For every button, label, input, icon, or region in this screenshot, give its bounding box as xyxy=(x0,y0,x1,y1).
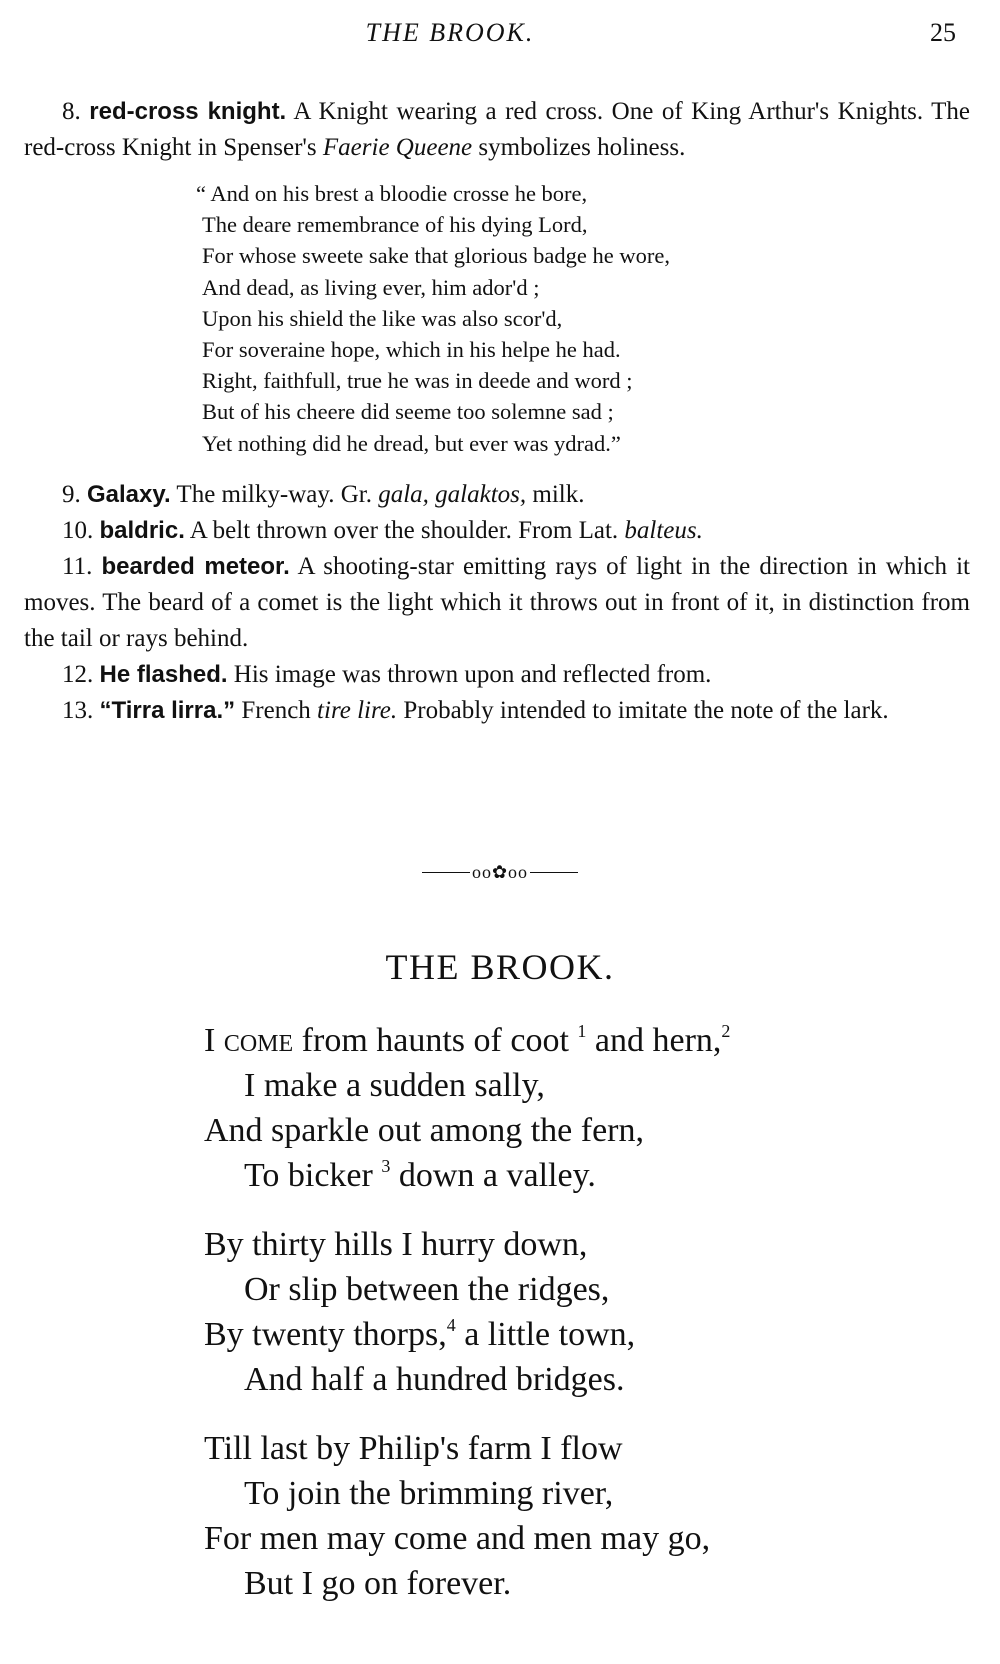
ornament-rule-left xyxy=(422,872,470,873)
note-term: bearded meteor. xyxy=(101,552,290,580)
running-title: THE BROOK. xyxy=(365,18,535,47)
running-header xyxy=(0,18,1000,54)
line-text: down a valley. xyxy=(390,1157,596,1194)
quote-line: And dead, as living ever, him ador'd ; xyxy=(202,274,540,300)
line-text: By twenty thorps, xyxy=(204,1316,447,1353)
line-text: from haunts of coot xyxy=(293,1022,569,1059)
footnote-ref: 3 xyxy=(381,1156,391,1176)
stanza-1 xyxy=(204,1018,730,1198)
quote-line: For whose sweete sake that glorious badge he wore, xyxy=(202,243,670,269)
initial-word: I xyxy=(204,1022,216,1059)
quote-line: Yet nothing did he dread, but ever was ydrad.” xyxy=(202,430,621,456)
page-number: 25 xyxy=(930,18,956,47)
note-13 xyxy=(24,693,970,729)
quote-line: The deare remembrance of his dying Lord, xyxy=(202,212,588,238)
note-number: 11. xyxy=(62,552,93,580)
note-text: symbolizes holiness. xyxy=(472,134,686,161)
note-8 xyxy=(24,94,970,166)
note-text: Probably intended to imitate the note of the lark. xyxy=(397,696,889,724)
poem-line xyxy=(204,1312,730,1357)
note-11 xyxy=(24,549,970,657)
note-text: milk. xyxy=(526,480,585,508)
poem-line: Till last by Philip's farm I flow xyxy=(204,1430,623,1467)
line-text: To bicker xyxy=(244,1157,373,1194)
note-number: 8. xyxy=(62,98,81,125)
note-text: The milky-way. Gr. xyxy=(170,480,379,508)
footnote-ref: 1 xyxy=(577,1021,587,1041)
note-italic: gala, galaktos, xyxy=(378,480,527,508)
stanza-3 xyxy=(204,1426,730,1606)
footnote-ref: 4 xyxy=(446,1315,456,1335)
quote-line: But of his cheere did seeme too solemne sad ; xyxy=(202,399,614,425)
note-italic: Faerie Queene xyxy=(322,134,473,161)
poem-line: To join the brimming river, xyxy=(244,1475,614,1512)
quote-line: Right, faithfull, true he was in deede and word ; xyxy=(202,368,633,394)
line-text: a little town, xyxy=(455,1316,636,1353)
poem-line: I make a sudden sally, xyxy=(244,1067,545,1104)
note-term: He flashed. xyxy=(99,660,228,688)
quote-line: “ And on his brest a bloodie crosse he bore, xyxy=(196,181,588,206)
note-12 xyxy=(24,657,970,693)
poem-title: THE BROOK. xyxy=(385,947,615,987)
poem-line xyxy=(204,1018,730,1063)
note-9 xyxy=(24,477,970,513)
smallcaps-word: come xyxy=(223,1022,294,1059)
stanza-2 xyxy=(204,1222,730,1402)
poem-line: Or slip between the ridges, xyxy=(244,1271,610,1308)
footnote-ref: 2 xyxy=(721,1021,731,1041)
note-term: baldric. xyxy=(99,516,185,544)
note-number: 13. xyxy=(62,696,94,724)
note-text: French xyxy=(235,696,318,724)
section-ornament xyxy=(0,860,1000,883)
note-term: red-cross knight. xyxy=(89,98,287,125)
quote-line: Upon his shield the like was also scor'd, xyxy=(202,305,563,331)
note-text: A Knight wearing a red cross. One of King Arthur's Knights. The red-cross Knight in Spenser's xyxy=(24,98,971,161)
note-italic: balteus. xyxy=(624,516,703,544)
note-number: 10. xyxy=(62,516,94,544)
note-list xyxy=(24,477,970,729)
note-text: A belt thrown over the shoulder. From Lat. xyxy=(184,516,625,544)
line-text: and hern, xyxy=(586,1022,722,1059)
note-text: A shooting-star emitting rays of light in the direction in which it moves. The beard of a comet is the light which it throws out in front of it, in distinction from the tail or rays behind. xyxy=(24,552,970,652)
note-number: 9. xyxy=(62,480,81,508)
poem-line: And sparkle out among the fern, xyxy=(204,1112,644,1149)
spenser-quotation xyxy=(196,178,970,459)
poem-line: By thirty hills I hurry down, xyxy=(204,1226,588,1263)
note-term: Galaxy. xyxy=(87,480,171,508)
note-text: His image was thrown upon and reflected from. xyxy=(227,660,712,688)
note-term: “Tirra lirra.” xyxy=(99,696,236,724)
note-10 xyxy=(24,513,970,549)
poem-body xyxy=(204,1018,730,1630)
quote-line: For soveraine hope, which in his helpe he had. xyxy=(202,337,621,363)
ornament-flourish: oo✿oo xyxy=(471,861,529,882)
poem-line: For men may come and men may go, xyxy=(204,1520,711,1557)
note-italic: tire lire. xyxy=(317,696,398,724)
poem-line: But I go on forever. xyxy=(244,1565,512,1602)
notes-section xyxy=(24,94,970,729)
poem-line xyxy=(204,1153,730,1198)
poem-line: And half a hundred bridges. xyxy=(244,1361,625,1398)
ornament-rule-right xyxy=(530,872,578,873)
note-number: 12. xyxy=(62,660,94,688)
